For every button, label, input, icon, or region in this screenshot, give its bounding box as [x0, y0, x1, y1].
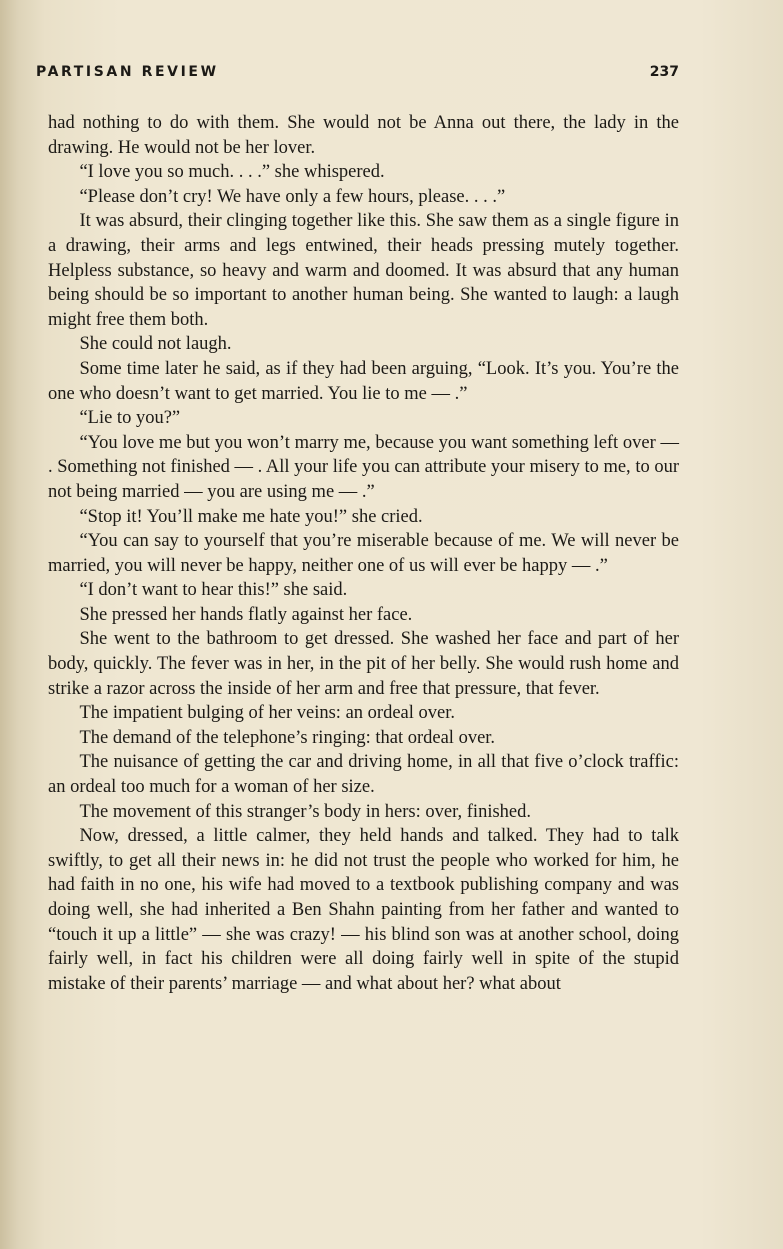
paragraph: The movement of this stranger’s body in hers: over, finished.: [79, 801, 531, 822]
paragraph: “Please don’t cry! We have only a few hours, please. . . .”: [79, 186, 506, 207]
paragraph: She pressed her hands flatly against her face.: [79, 604, 413, 625]
paragraph: It was absurd, their clinging together like this. She saw them as a single figure in a drawing, their arms and legs entwined, their heads pressing mutely together. Helpless substance, so heavy and warm and doomed. It was absurd that any human being should be so important to another human being. She wanted to laugh: a laugh might free them both.: [48, 211, 679, 330]
paragraph: “You love me but you won’t marry me, because you want something left over — . Something not finished — . All your life you can attribute your misery to me, to our not being married — you are using me — .”: [48, 432, 679, 502]
paragraph: Now, dressed, a little calmer, they held hands and talked. They had to talk swiftly, to get all their news in: he did not trust the people who worked for him, he had faith in no one, his wife had moved to a textbook publishing company and was doing well, she had inherited a Ben Shahn painting from her father and wanted to “touch it up a little” — she was crazy! — his blind son was at another school, doing fairly well, in fact his children were all doing fairly well in spite of the stupid mistake of their parents’ marriage — and what about her? what about: [48, 826, 679, 994]
paragraph: “Stop it! You’ll make me hate you!” she cried.: [79, 506, 423, 527]
running-header: [36, 64, 679, 86]
paragraph: She could not laugh.: [79, 334, 232, 355]
paragraph: The impatient bulging of her veins: an ordeal over.: [79, 703, 455, 724]
paragraph: The nuisance of getting the car and driving home, in all that five o’clock traffic: an ordeal too much for a woman of her size.: [48, 752, 679, 798]
paragraph: had nothing to do with them. She would not be Anna out there, the lady in the drawing. He would not be her lover.: [48, 113, 679, 158]
paragraph: She went to the bathroom to get dressed. She washed her face and part of her body, quickly. The fever was in her, in the pit of her belly. She would rush home and strike a razor across the inside of her arm and free that pressure, that fever.: [48, 629, 679, 699]
body-text: [48, 111, 679, 996]
paragraph: The demand of the telephone’s ringing: that ordeal over.: [79, 727, 496, 748]
paragraph: “Lie to you?”: [79, 408, 181, 429]
paragraph: Some time later he said, as if they had been arguing, “Look. It’s you. You’re the one who doesn’t want to get married. You lie to me — .”: [48, 358, 679, 404]
paragraph: “I don’t want to hear this!” she said.: [79, 580, 348, 601]
paragraph: “You can say to yourself that you’re miserable because of me. We will never be married, you will never be happy, neither one of us will ever be happy — .”: [48, 531, 679, 576]
journal-title: PARTISAN REVIEW: [36, 64, 219, 80]
page-number: 237: [649, 64, 679, 80]
paragraph: “I love you so much. . . .” she whispered.: [79, 162, 385, 183]
